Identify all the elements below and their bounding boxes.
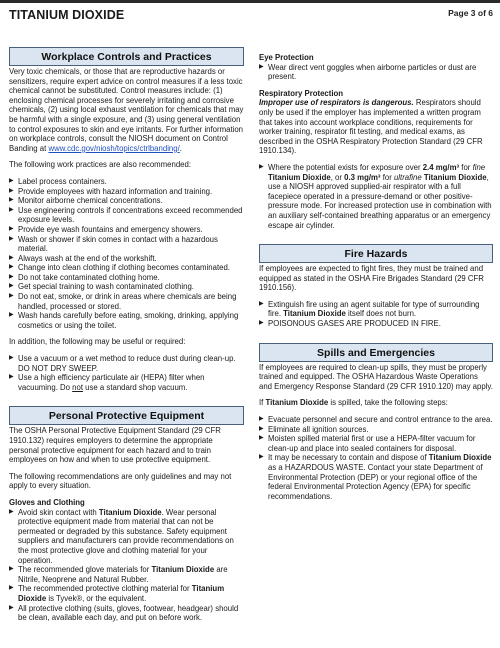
control-banding-link[interactable]: www.cdc.gov/niosh/topics/ctrlbanding/ — [48, 143, 180, 153]
list-item: ▶ The recommended protective clothing material for Titanium Dioxide is Tyvek®, or the equivalent. — [9, 584, 225, 603]
bullet-arrow-icon: ▶ — [259, 435, 264, 442]
list-item: ▶ Provide employees with hazard information and training. — [9, 186, 213, 196]
bullet-arrow-icon: ▶ — [9, 235, 14, 242]
bullet-arrow-icon: ▶ — [259, 163, 264, 170]
section-heading-spills: Spills and Emergencies — [259, 343, 493, 362]
eye-protection-title: Eye Protection — [259, 53, 314, 62]
right-column — [259, 53, 493, 501]
document-title: TITANIUM DIOXIDE — [9, 8, 125, 22]
practices-list — [9, 177, 244, 331]
list-item: ▶ Wash or shower if skin comes in contact with a hazardous material. — [9, 234, 218, 254]
eye-list — [259, 63, 493, 82]
bullet-arrow-icon: ▶ — [9, 197, 14, 204]
list-item: ▶ Use a high efficiency particulate air (HEPA) filter when vacuuming. Do not use a standard shop vacuum. — [9, 373, 205, 392]
list-item: ▶ POISONOUS GASES ARE PRODUCED IN FIRE. — [259, 319, 441, 329]
list-item: ▶ Do not take contaminated clothing home. — [9, 272, 160, 282]
bullet-arrow-icon: ▶ — [9, 187, 14, 194]
fire-list — [259, 300, 493, 329]
fire-intro: If employees are expected to fight fires, they must be trained and equipped as stated in the OSHA Fire Brigades Standard (29 CFR 1910.156). — [259, 264, 484, 293]
list-item: ▶ Wash hands carefully before eating, smoking, drinking, applying cosmetics or using the toilet. — [9, 311, 239, 330]
bullet-arrow-icon: ▶ — [9, 177, 14, 184]
ppe-guidelines: The following recommendations are only guidelines and may not apply to every situation. — [9, 471, 232, 491]
top-rule — [0, 0, 500, 3]
list-item: ▶ Where the potential exists for exposure over 2.4 mg/m³ for fine Titanium Dioxide, or 0.3 mg/m³ for ultrafine Titanium Dioxide, use a NIOSH approved supplied-air respirator with a full facepiece operated in a pressure-demand or other positive-pressure mode. For increased protection use in combination with an auxiliary self-contained breathing apparatus or an emergency escape air cylinder. — [259, 162, 492, 230]
bullet-arrow-icon: ▶ — [9, 283, 14, 290]
list-item: ▶ Eliminate all ignition sources. — [259, 424, 369, 434]
bullet-arrow-icon: ▶ — [259, 320, 264, 327]
page-number: Page 3 of 6 — [448, 8, 493, 18]
list-item: ▶ Use engineering controls if concentrations exceed recommended exposure levels. — [9, 205, 243, 225]
spills-intro: If employees are required to clean-up spills, they must be properly trained and equipped. The OSHA Hazardous Waste Operations and Emergency Response Standard (29 CFR 1910.120) may apply. — [259, 362, 493, 391]
list-item: ▶ Moisten spilled material first or use a HEPA-filter vacuum for clean-up and place into sealed containers for disposal. — [259, 434, 476, 453]
section-heading-workplace: Workplace Controls and Practices — [9, 47, 244, 66]
bullet-arrow-icon: ▶ — [259, 300, 264, 307]
section-heading-fire: Fire Hazards — [259, 244, 493, 263]
respiratory-text: Improper use of respirators is dangerous. Respirators should only be used if the employer has implemented a written program that takes into account workplace conditions, requirements for worker training, respirator fit testing, and medical exams, as described in the OSHA Respiratory Protection Standard (29 CFR 1910.134). — [259, 98, 483, 156]
addition-list — [9, 354, 244, 392]
bullet-arrow-icon: ▶ — [9, 264, 14, 271]
bullet-arrow-icon: ▶ — [9, 566, 14, 573]
list-item: ▶ Wear direct vent goggles when airborne particles or dust are present. — [259, 62, 477, 82]
list-item: ▶ Use a vacuum or a wet method to reduce dust during clean-up. DO NOT DRY SWEEP. — [9, 354, 236, 373]
list-item: ▶ Provide eye wash fountains and emergency showers. — [9, 224, 203, 234]
respiratory-protection-title: Respiratory Protection — [259, 88, 344, 98]
bullet-arrow-icon: ▶ — [9, 273, 14, 280]
bullet-arrow-icon: ▶ — [9, 508, 14, 515]
respiratory-list — [259, 163, 493, 230]
spills-lead: If Titanium Dioxide is spilled, take the following steps: — [259, 398, 448, 408]
bullet-arrow-icon: ▶ — [9, 206, 14, 213]
list-item: ▶ Monitor airborne chemical concentrations. — [9, 196, 163, 206]
list-item: ▶ Do not eat, smoke, or drink in areas where chemicals are being handled, processed or stored. — [9, 292, 237, 311]
bullet-arrow-icon: ▶ — [9, 312, 14, 319]
list-item: ▶ All protective clothing (suits, gloves, footwear, headgear) should be clean, available each day, and put on before work. — [9, 603, 239, 623]
bullet-arrow-icon: ▶ — [259, 63, 264, 70]
list-item: ▶ Always wash at the end of the workshift. — [9, 253, 157, 263]
bullet-arrow-icon: ▶ — [259, 416, 264, 423]
gloves-list — [9, 508, 244, 623]
practices-lead: The following work practices are also recommended: — [9, 160, 192, 170]
addition-lead: In addition, the following may be useful or required: — [9, 337, 186, 347]
bullet-arrow-icon: ▶ — [259, 425, 264, 432]
list-item: ▶ The recommended glove materials for Titanium Dioxide are Nitrile, Neoprene and Natural Rubber. — [9, 565, 228, 584]
list-item: ▶ It may be necessary to contain and dispose of Titanium Dioxide as a HAZARDOUS WASTE. Contact your state Department of Environmental Protection (DEP) or your regional office of the federal Environmental Protection Agency (EPA) for specific recommendations. — [259, 453, 492, 501]
list-item: ▶ Change into clean clothing if clothing becomes contaminated. — [9, 263, 230, 273]
section-heading-ppe: Personal Protective Equipment — [9, 406, 244, 425]
spills-list — [259, 415, 493, 501]
gloves-clothing-title: Gloves and Clothing — [9, 497, 85, 507]
bullet-arrow-icon: ▶ — [259, 454, 264, 461]
list-item: ▶ Label process containers. — [9, 176, 107, 186]
bullet-arrow-icon: ▶ — [9, 225, 14, 232]
list-item: ▶ Evacuate personnel and secure and control entrance to the area. — [259, 415, 493, 425]
left-column — [9, 47, 244, 623]
ppe-intro: The OSHA Personal Protective Equipment Standard (29 CFR 1910.132) requires employers to determine the appropriate personal protective equipment for each hazard and to train employees on how and when to use protective equipment. — [9, 426, 221, 465]
bullet-arrow-icon: ▶ — [9, 374, 14, 381]
list-item: ▶ Extinguish fire using an agent suitable for type of surrounding fire. Titanium Dioxide itself does not burn. — [259, 299, 480, 319]
bullet-arrow-icon: ▶ — [9, 254, 14, 261]
workplace-intro: Very toxic chemicals, or those that are reproductive hazards or sensitizers, require expert advice on control measures if a less toxic chemical cannot be substituted. Control measures include: (1) enclosing chemical processes for severely irritating and corrosive chemicals, (2) using local exhaust ventilation for chemicals that may be harmful with a single exposure, and (3) using general ventilation to control exposures to skin and eye irritants. For further information on workplace controls, consult the NIOSH document on Control Banding at www.cdc.gov/niosh/topics/ctrlbanding/. — [9, 67, 244, 153]
list-item: ▶ Avoid skin contact with Titanium Dioxide. Wear personal protective equipment made from material that can not be permeated or degraded by this substance. Safety equipment suppliers and manufacturers can provide recommendations on the most protective glove and clothing material for your operation. — [9, 507, 234, 565]
list-item: ▶ Get special training to wash contaminated clothing. — [9, 282, 194, 292]
bullet-arrow-icon: ▶ — [9, 604, 14, 611]
bullet-arrow-icon: ▶ — [9, 585, 14, 592]
bullet-arrow-icon: ▶ — [9, 355, 14, 362]
bullet-arrow-icon: ▶ — [9, 293, 14, 300]
